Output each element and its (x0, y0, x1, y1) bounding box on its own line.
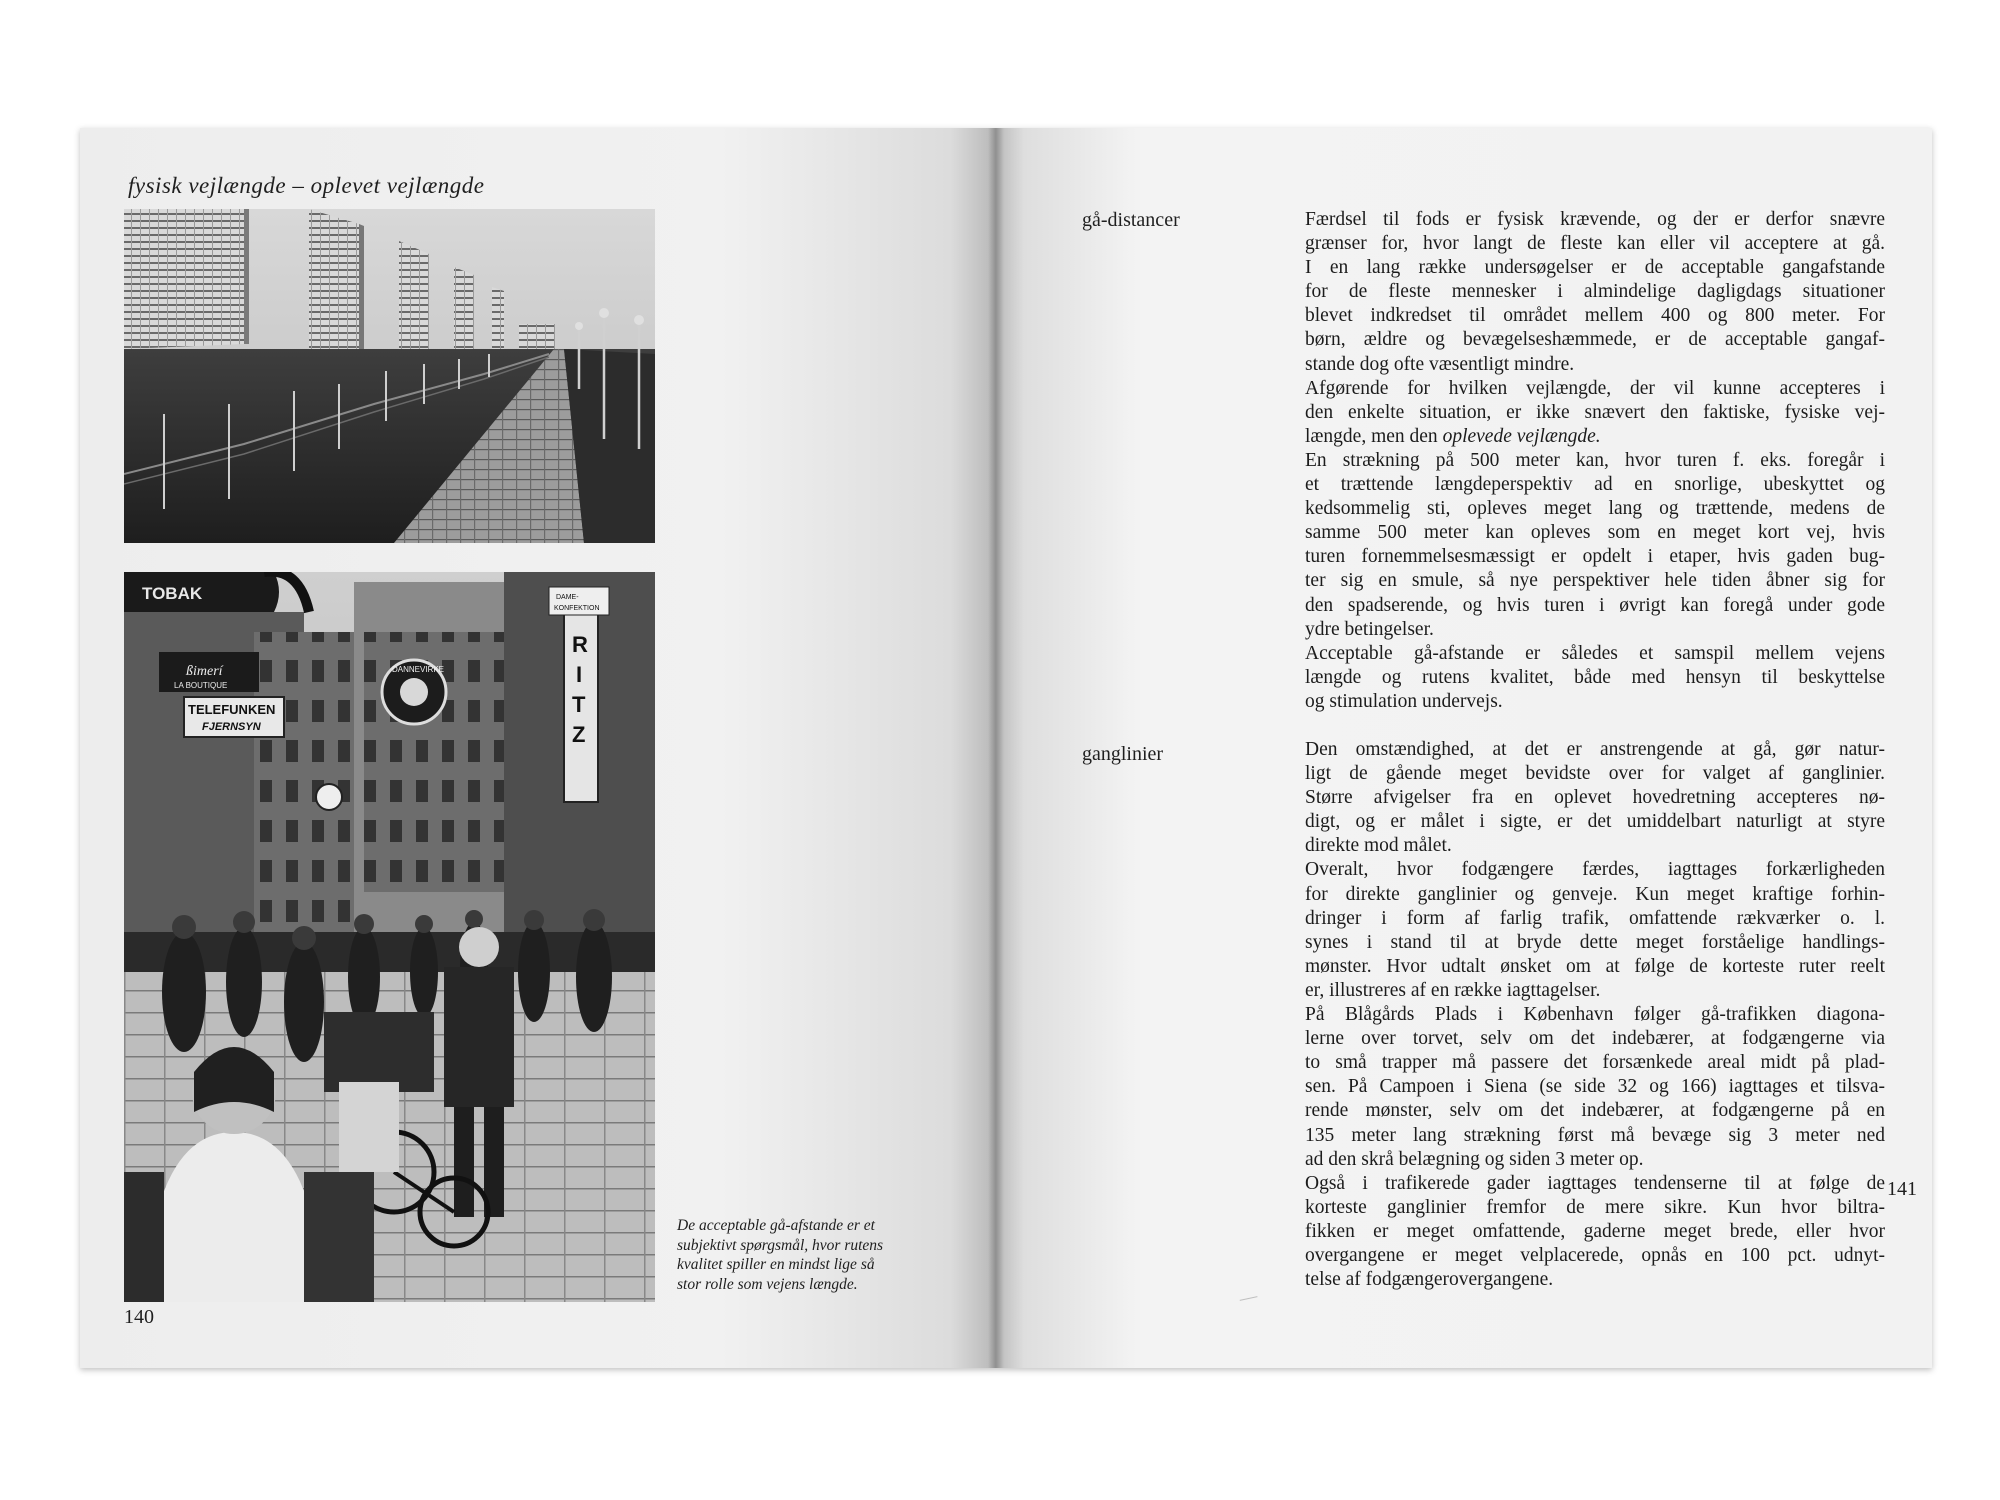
svg-text:I: I (576, 662, 583, 687)
photo-tower-blocks-path-icon (124, 209, 655, 543)
body-line: for direkte ganglinier og genveje. Kun meget kraftige forhin- (1305, 883, 1885, 905)
body-line: den spadserende, og hvis turen i øvrigt kan foregå under gode (1305, 594, 1885, 616)
body-line: På Blågårds Plads i København følger gå-trafikken diagona- (1305, 1004, 1885, 1026)
svg-text:KONFEKTION: KONFEKTION (554, 605, 600, 612)
body-line: rende mønster, selv om det indebærer, at fodgængerne på en (1305, 1100, 1885, 1122)
body-line: længde, men den oplevede vejlængde. (1305, 425, 1601, 447)
emphasis: oplevede vejlængde. (1442, 425, 1601, 447)
body-line: Færdsel til fods er fysisk krævende, og der er derfor snævre (1305, 209, 1885, 230)
caption-line: subjektivt spørgsmål, hvor rutens (677, 1236, 884, 1254)
sign-dannevirke: DANNEVIRKE (392, 665, 445, 674)
caption-line: kvalitet spiller en mindst lige så (677, 1256, 875, 1273)
body-line: Afgørende for hvilken vejlængde, der vil kunne accepteres i (1305, 377, 1885, 399)
sign-simeri: ßimerí (186, 664, 223, 679)
body-line: En strækning på 500 meter kan, hvor turen f. eks. foregår i (1305, 449, 1885, 471)
body-line: overgangene er meget velplacerede, opnås en 100 pct. udnyt- (1305, 1244, 1885, 1266)
body-line: blevet indkredset til området mellem 400 og 800 meter. For (1305, 305, 1885, 327)
svg-text:R: R (572, 632, 588, 657)
section-body-ganglinier (1305, 738, 1885, 1292)
body-line: er, illustreres af en række iagttagelser. (1305, 979, 1601, 1001)
body-line: ligt de gående meget bevidste over for valget af ganglinier. (1305, 763, 1885, 785)
photo-2-drawing (124, 572, 655, 1302)
body-line: dringer i form af farlig trafik, omfattende rækværker o. l. (1305, 907, 1885, 929)
body-line: synes i stand til at bryde dette meget forståelige handlings- (1305, 931, 1885, 953)
book-spread (80, 128, 1932, 1368)
body-line: ad den skrå belægning og siden 3 meter op. (1305, 1148, 1644, 1170)
body-line: telse af fodgængerovergangene. (1305, 1269, 1554, 1291)
body-line: fikken er meget omfattende, gaderne meget brede, eller hvor (1305, 1220, 1885, 1242)
photo-pedestrian-street-icon (124, 572, 655, 1302)
body-line: Også i trafikerede gader iagttages tendenserne til at følge de (1305, 1172, 1885, 1194)
body-line: kedsommelig sti, opleves meget lang og trættende, medens de (1305, 498, 1885, 520)
left-page (80, 128, 996, 1368)
body-line: Den omstændighed, at det er anstrengende at gå, gør natur- (1305, 739, 1885, 760)
sign-tobak: TOBAK (142, 584, 203, 603)
body-line: ydre betingelser. (1305, 618, 1434, 640)
section-body-ga-distancer (1305, 208, 1885, 714)
body-line: sen. På Campoen i Siena (se side 32 og 166) iagttages et tilsva- (1305, 1076, 1885, 1098)
body-line: Overalt, hvor fodgængere færdes, iagttages forkærligheden (1305, 859, 1885, 881)
body-line: turen fornemmelsesmæssigt er opdelt i etaper, hvis gaden bug- (1305, 546, 1885, 568)
body-line: direkte mod målet. (1305, 835, 1452, 857)
body-line: to små trapper må passere det forsænkede areal midt på plad- (1305, 1052, 1885, 1074)
gutter-shadow (988, 128, 1004, 1368)
photo-1-drawing (124, 209, 655, 543)
running-head: fysisk vejlængde – oplevet vejlængde (128, 173, 485, 198)
body-line: korteste ganglinier fremfor de mere sikre. Kun hvor biltra- (1305, 1196, 1885, 1218)
page-number-left: 140 (124, 1306, 154, 1328)
body-line: for de fleste mennesker i almindelige dagligdags situationer (1305, 281, 1885, 303)
section-label-ganglinier: ganglinier (1082, 743, 1164, 765)
caption-line: De acceptable gå-afstande er et (677, 1217, 875, 1234)
page-number-right: 141 (1887, 1178, 1917, 1200)
body-line: længde og rutens kvalitet, både med hensyn til beskyttelse (1305, 666, 1885, 688)
body-line: den enkelte situation, er ikke snævert den faktiske, fysiske vej- (1305, 401, 1885, 423)
sign-fjernsyn: FJERNSYN (202, 721, 261, 733)
sign-telefunken: TELEFUNKEN (188, 702, 276, 717)
body-line: og stimulation undervejs. (1305, 690, 1503, 712)
caption-line: stor rolle som vejens længde. (677, 1275, 858, 1293)
svg-text:Z: Z (572, 722, 586, 747)
body-line: samme 500 meter kan opleves som en meget kort vej, hvis (1305, 522, 1885, 544)
body-line: et trættende længdeperspektiv ad en snorlige, ubeskyttet og (1305, 474, 1885, 496)
body-line: børn, ældre og bevægelseshæmmede, er de acceptable gangaf- (1305, 329, 1885, 351)
body-line: Større afvigelser fra en oplevet hovedretning accepteres nø- (1305, 787, 1885, 809)
body-line: 135 meter lang strækning først må bevæge sig 3 meter ned (1305, 1124, 1885, 1146)
svg-text:DAME-: DAME- (556, 594, 579, 601)
body-line: Acceptable gå-afstande er således et samspil mellem vejens (1305, 642, 1885, 664)
section-label-ga-distancer: gå-distancer (1082, 209, 1180, 231)
body-line: stande dog ofte væsentligt mindre. (1305, 353, 1575, 375)
body-line: mønster. Hvor udtalt ønsket om at følge de korteste ruter reelt (1305, 955, 1885, 977)
sign-boutique: LA BOUTIQUE (174, 681, 228, 690)
body-line: lerne over torvet, selv om det indebærer, at fodgængerne via (1305, 1028, 1885, 1050)
body-line: digt, og er målet i sigte, er det umiddelbart naturligt at styre (1305, 811, 1885, 833)
body-line: I en lang række undersøgelser er de acceptable gangafstande (1305, 257, 1885, 279)
body-line: ter sig en smule, så nye perspektiver hele tiden åbner sig for (1305, 570, 1885, 592)
svg-text:T: T (572, 692, 586, 717)
photo-caption (677, 1216, 939, 1294)
body-line: grænser for, hvor langt de fleste kan eller vil acceptere at gå. (1305, 233, 1885, 255)
